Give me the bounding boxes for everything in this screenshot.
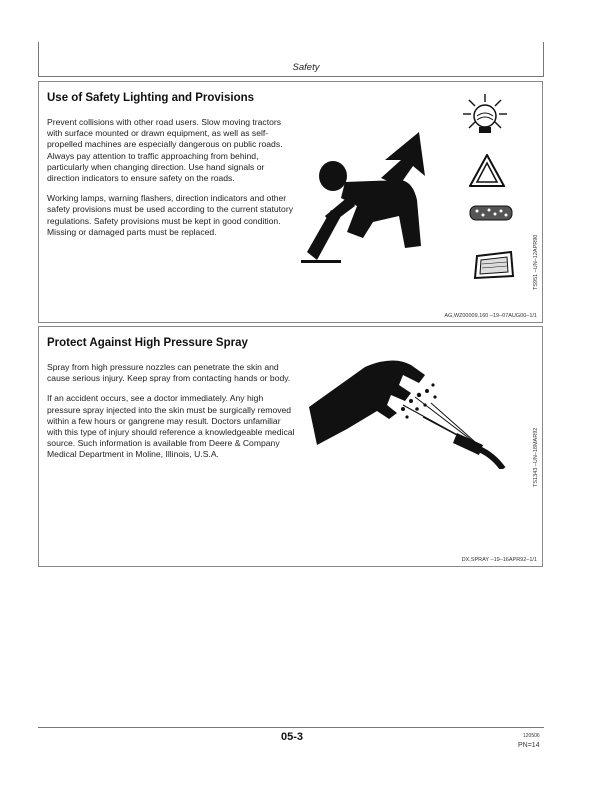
- rear-lamp-icon: [473, 250, 515, 280]
- paragraph: Spray from high pressure nozzles can penetrate the skin and cause serious injury. Keep spray from contacting hands or body.: [47, 362, 291, 384]
- figure-code: TS1343 –UN–18MAR92: [533, 427, 539, 487]
- section-high-pressure-spray: [38, 326, 543, 567]
- section-body: [47, 117, 297, 247]
- paragraph: Prevent collisions with other road users. Slow moving tractors with surface mounted or drawn equipment, as well as self-propelled machines are especially dangerous on public roads. Always pay attention to traffic approaching from behind, particularly when changing direction. Use hand signals or direction indicators to ensure safety on the roads.: [47, 117, 283, 184]
- section-safety-lighting: [38, 81, 543, 323]
- footer-rule: [38, 727, 544, 728]
- paragraph: Working lamps, warning flashers, direction indicators and other safety provisions must be used according to the current statutory regulations. Safety provisions must be kept in good condition. Missing or damaged parts must be replaced.: [47, 193, 294, 237]
- pn-label: PN=14: [518, 742, 540, 749]
- print-date: 120506: [523, 733, 540, 739]
- running-head: Safety: [292, 62, 320, 73]
- slow-moving-vehicle-triangle-icon: [469, 154, 505, 188]
- reference-code: DX,SPRAY –19–16APR92–1/1: [461, 557, 537, 563]
- beacon-light-icon: [461, 92, 509, 140]
- page-number: 05-3: [281, 731, 304, 743]
- warning-person-icon: [301, 120, 451, 270]
- paragraph: If an accident occurs, see a doctor immediately. Any high pressure spray injected into the skin must be surgically removed within a few hours or gangrene may result. Doctors unfamiliar with this type of injury should reference a knowledgeable medical source. Such information is available from Deere & Company Medical Department in Moline, Illinois, U.S.A.: [47, 393, 295, 460]
- high-pressure-spray-icon: [307, 345, 507, 469]
- section-title: Protect Against High Pressure Spray: [47, 337, 248, 349]
- section-body: [47, 362, 297, 470]
- header-rule: [38, 76, 544, 77]
- reflector-strip-icon: [469, 204, 513, 222]
- reference-code: AG,WZ00009,160 –19–07AUG00–1/1: [444, 313, 537, 319]
- figure-code: TS951 –UN–12APR90: [533, 234, 539, 290]
- section-title: Use of Safety Lighting and Provisions: [47, 92, 255, 104]
